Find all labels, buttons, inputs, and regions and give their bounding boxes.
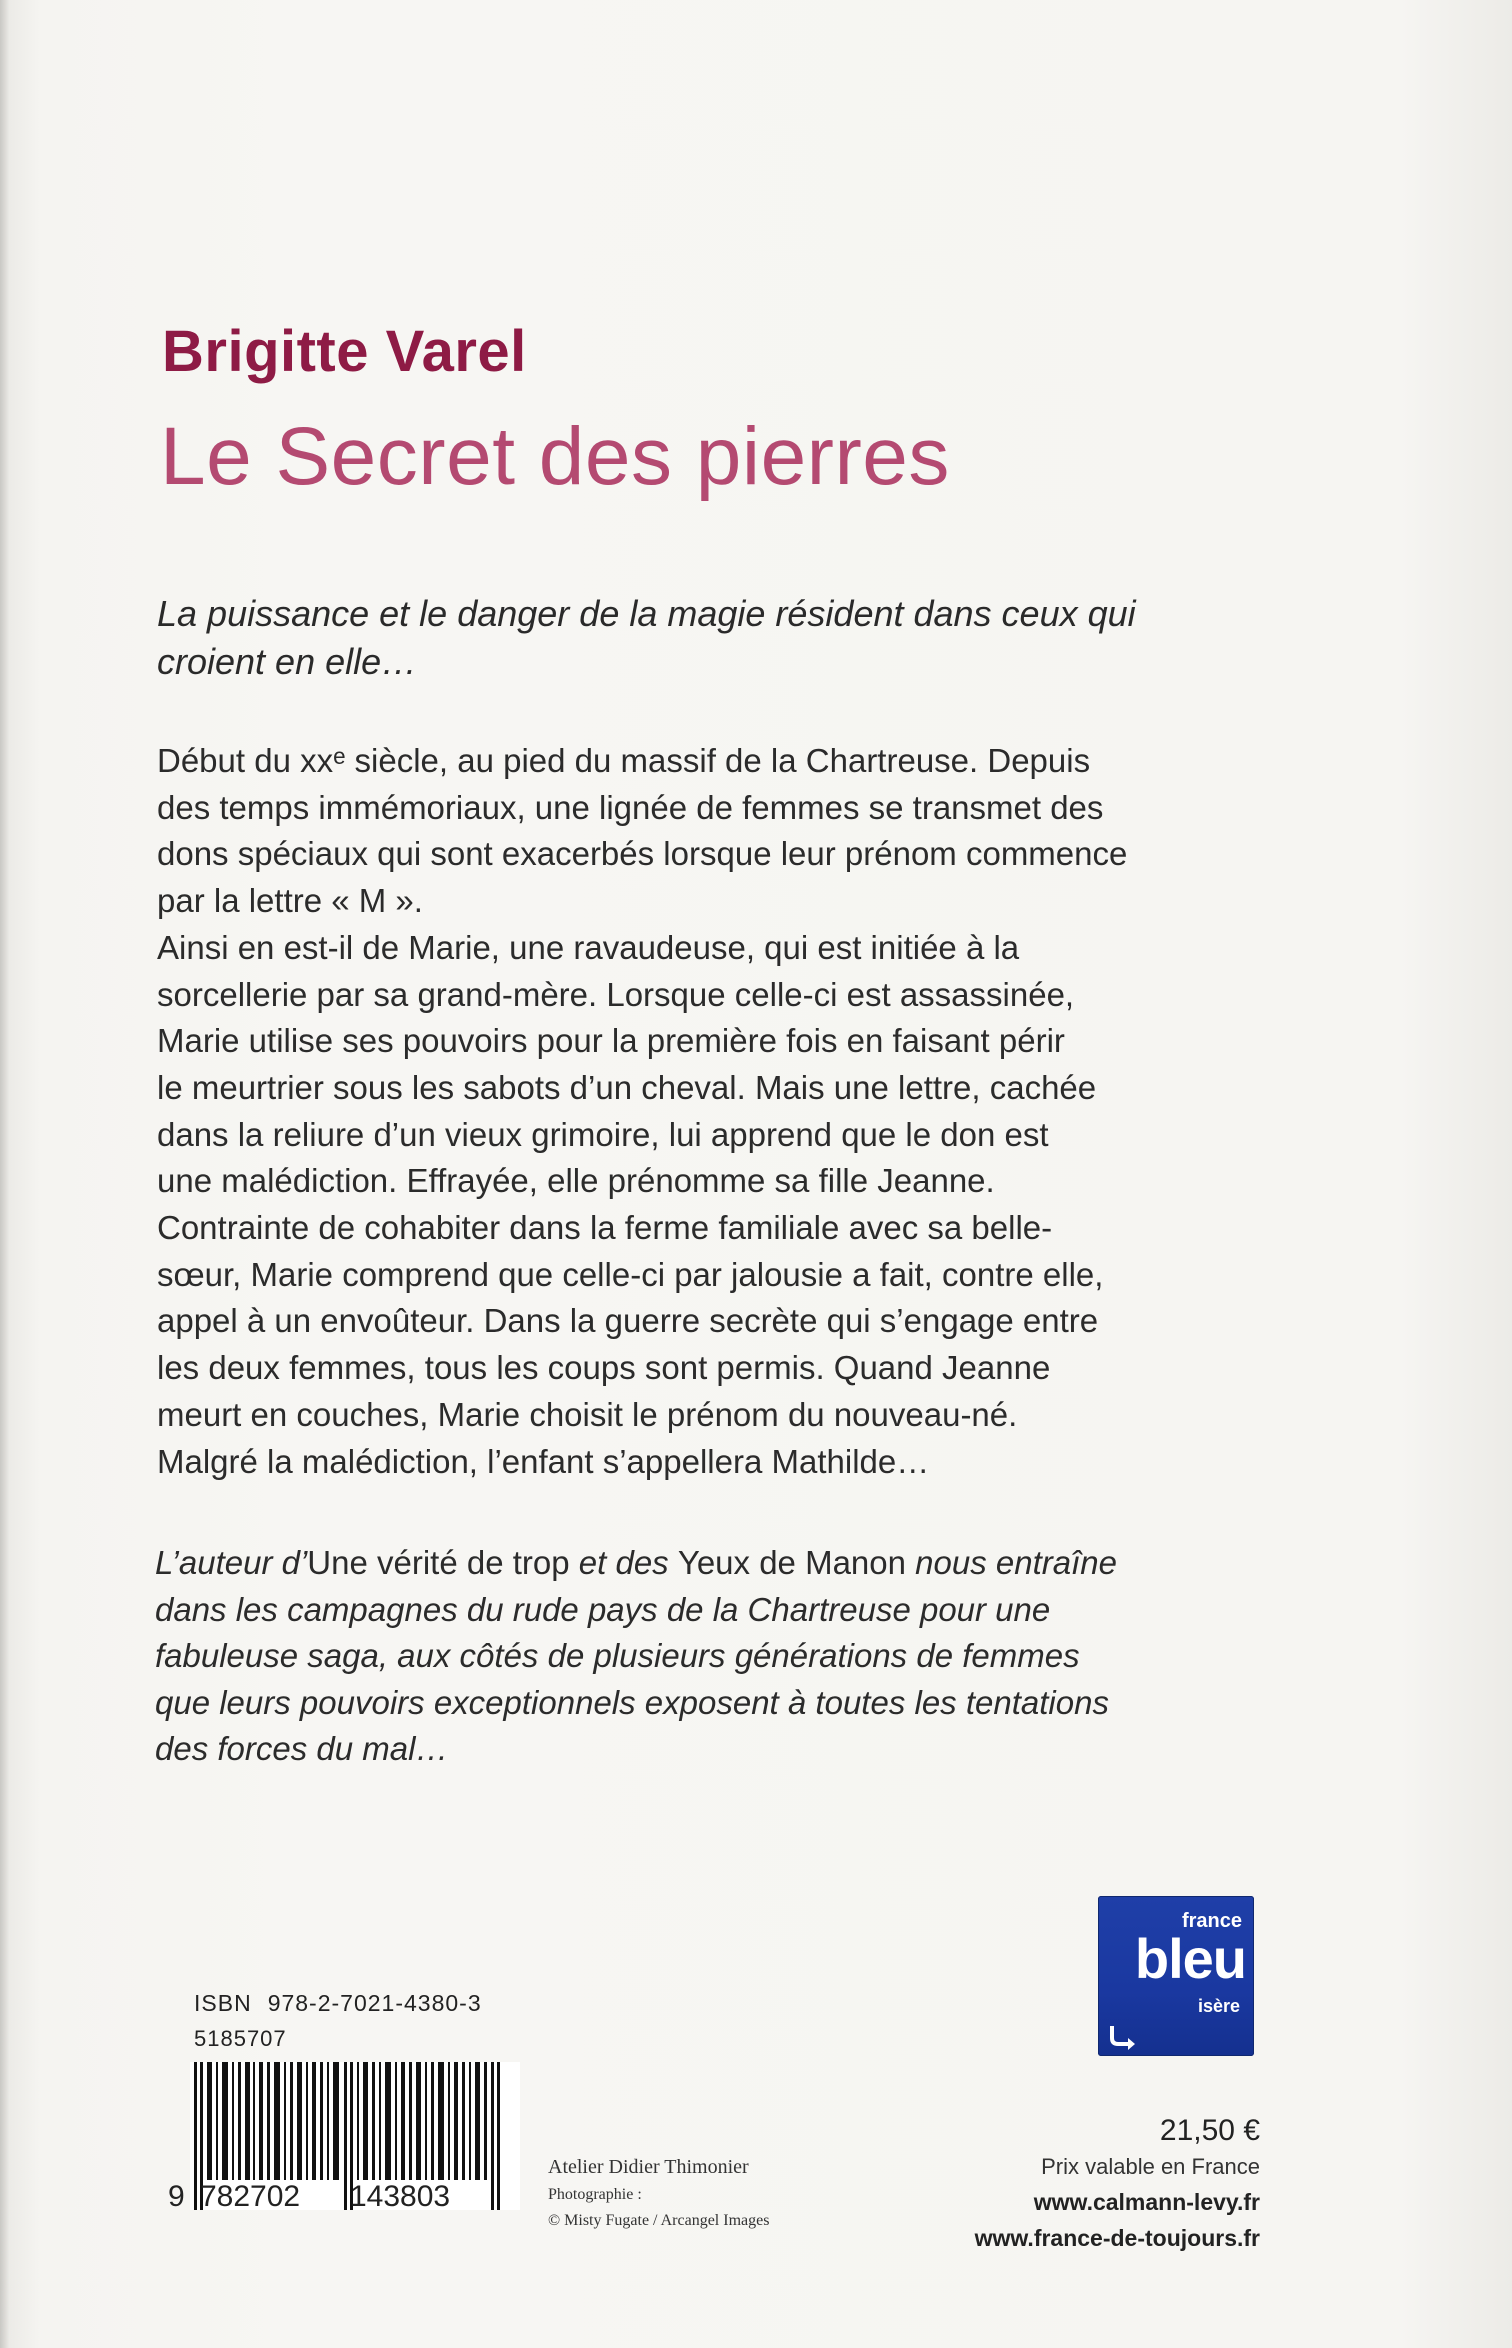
summary-line: sorcellerie par sa grand-mère. Lorsque celle-ci est assassinée, xyxy=(157,975,1075,1013)
price-validity: Prix valable en France xyxy=(1041,2154,1260,2179)
logo-region: isère xyxy=(1197,1996,1240,2016)
book-title: Le Secret des pierres xyxy=(160,411,950,502)
arrow-icon xyxy=(1106,2022,1140,2050)
logo-line: bleu xyxy=(1134,1927,1246,1990)
france-bleu-logo xyxy=(1098,1896,1254,2056)
closing-blurb xyxy=(155,1540,1355,1773)
closing-text: et des xyxy=(569,1544,678,1581)
design-credit: Atelier Didier Thimonier xyxy=(548,2156,749,2178)
closing-line: dans les campagnes du rude pays de la Chartreuse pour une xyxy=(155,1590,1051,1628)
summary-line: une malédiction. Effrayée, elle prénomme sa fille Jeanne. xyxy=(157,1162,995,1200)
closing-line: fabuleuse saga, aux côtés de plusieurs générations de femmes xyxy=(155,1637,1080,1674)
summary-line: Marie utilise ses pouvoirs pour la première fois en faisant périr xyxy=(157,1022,1065,1060)
price: 21,50 € xyxy=(1159,2114,1260,2147)
logo-line: france xyxy=(1181,1910,1242,1932)
summary-line: Ainsi en est-il de Marie, une ravaudeuse, qui est initiée à la xyxy=(157,928,1020,966)
summary-line: par la lettre « M ». xyxy=(157,882,423,920)
barcode-digit-group: 143803 xyxy=(350,2180,451,2213)
isbn-label: ISBN xyxy=(194,1990,252,2016)
closing-text: L’auteur d’ xyxy=(155,1544,308,1581)
book-reference: Yeux de Manon xyxy=(677,1544,906,1581)
closing-line: que leurs pouvoirs exceptionnels exposent à toutes les tentations xyxy=(155,1683,1109,1721)
tagline-line: croient en elle… xyxy=(157,641,418,682)
summary-line: Début du xxᵉ siècle, au pied du massif de la Chartreuse. Depuis xyxy=(157,742,1091,779)
summary-line: sœur, Marie comprend que celle-ci par jalousie a fait, contre elle, xyxy=(157,1255,1104,1293)
closing-text: nous entraîne xyxy=(905,1544,1117,1581)
barcode-digit-group: 9 xyxy=(168,2180,185,2213)
summary-line: le meurtrier sous les sabots d’un cheval. Mais une lettre, cachée xyxy=(157,1068,1097,1106)
summary-line: dans la reliure d’un vieux grimoire, lui apprend que le don est xyxy=(157,1115,1049,1153)
closing-line: des forces du mal… xyxy=(155,1730,449,1767)
collection-website: www.france-de-toujours.fr xyxy=(974,2225,1260,2251)
photo-label: Photographie : xyxy=(548,2186,642,2203)
summary-line: Contrainte de cohabiter dans la ferme familiale avec sa belle- xyxy=(157,1209,1053,1247)
product-code: 5185707 xyxy=(194,2026,287,2051)
tagline-line: La puissance et le danger de la magie résident dans ceux qui xyxy=(157,593,1136,634)
summary-line: appel à un envoûteur. Dans la guerre secrète qui s’engage entre xyxy=(157,1302,1099,1340)
summary-line: les deux femmes, tous les coups sont permis. Quand Jeanne xyxy=(157,1349,1051,1387)
summary-line: dons spéciaux qui sont exacerbés lorsque leur prénom commence xyxy=(157,835,1128,873)
price-block xyxy=(975,2112,1260,2256)
spine-edge xyxy=(0,0,10,2348)
book-reference: Une vérité de trop xyxy=(307,1544,570,1581)
summary-line: Malgré la malédiction, l’enfant s’appellera Mathilde… xyxy=(157,1442,930,1480)
summary-line: des temps immémoriaux, une lignée de femmes se transmet des xyxy=(157,788,1104,826)
author-name: Brigitte Varel xyxy=(162,319,527,384)
isbn-number: 978-2-7021-4380-3 xyxy=(267,1990,482,2016)
isbn xyxy=(194,1990,482,2017)
barcode-digit-group: 782702 xyxy=(200,2180,301,2213)
publisher-website: www.calmann-levy.fr xyxy=(1033,2189,1260,2215)
photo-credit: © Misty Fugate / Arcangel Images xyxy=(548,2212,770,2229)
closing-line xyxy=(155,1540,1355,1587)
tagline xyxy=(157,590,1317,686)
summary xyxy=(157,738,1317,1485)
summary-line: meurt en couches, Marie choisit le prénom du nouveau-né. xyxy=(157,1395,1018,1433)
